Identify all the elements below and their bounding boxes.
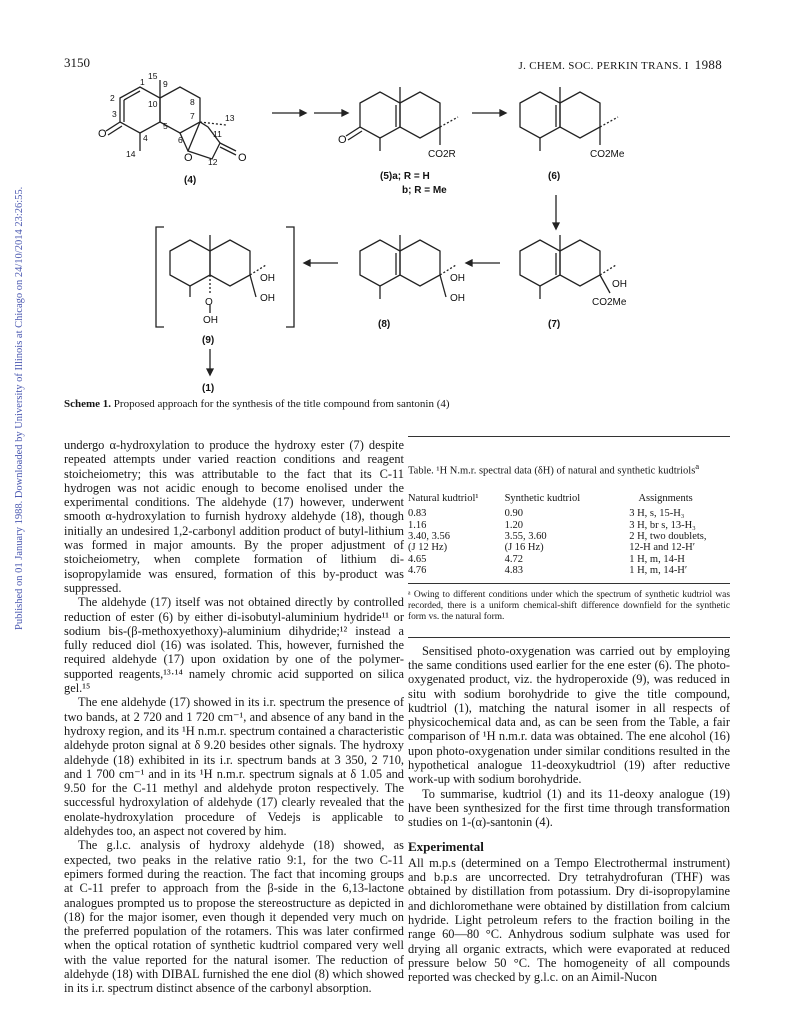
- table-cell: 1 H, m, 14-H: [629, 553, 685, 565]
- table-row: [408, 531, 730, 542]
- journal-name: J. CHEM. SOC. PERKIN TRANS. I: [518, 60, 689, 72]
- atom-label: 4: [143, 133, 148, 143]
- co2r-label: CO2R: [428, 149, 456, 160]
- compound-label: (4): [184, 175, 197, 186]
- compound-label: (6): [548, 171, 561, 182]
- paragraph: Sensitised photo-oxygenation was carried out by employing the same conditions used earlier for the ene ester (6). The photo-oxygenated product, viz. the hydroperoxide (9), was reduced in situ with sodium borohydride to give the title compound, kudtriol (1), matching the natural isomer in all respects of physicochemical data and, as can be seen from the Table, a fair comparison of ¹H n.m.r. data was obtained. The ene alcohol (16) upon photo-oxygenation under similar conditions resulted in the hypothetical analogue 11-deoxykudtriol (19) after reductive work-up with sodium borohydride.: [408, 643, 730, 787]
- reaction-scheme: [60, 65, 740, 395]
- table-cell: 4.76: [408, 565, 427, 577]
- scheme-caption: [64, 398, 450, 410]
- atom-label: 14: [126, 149, 136, 159]
- table-cell: 4.65: [408, 553, 427, 565]
- table-cell: (J 16 Hz): [504, 542, 544, 554]
- compound-label: b; R = Me: [402, 185, 447, 196]
- atom-label: 3: [112, 109, 117, 119]
- table-cell: 3 H, s, 15-H₃: [629, 508, 685, 520]
- table-row: [408, 542, 730, 553]
- paragraph: undergo α-hydroxylation to produce the hydroxy ester (7) despite repeated attempts under varied reaction conditions and reagent stoicheiometry; this was attributable to the fact that its C-11 hydrogen was not acidic enough to become enolised under the experimental conditions. The aldehyde (17) however, underwent smooth α-hydroxylation to furnish hydroxy aldehyde (18), though initially an undesired 1,2-carbonyl addition product of butyl-lithium was formed in major amounts. By the proper adjustment of stoicheiometry, when complete formation of lithium di-isopropylamide was ensured, formation of this by-product was suppressed.: [64, 438, 404, 595]
- table-cell: 1.16: [408, 519, 427, 531]
- table-header: Synthetic kudtriol: [504, 492, 581, 504]
- atom-label: O: [184, 152, 193, 164]
- page-number: 3150: [64, 55, 90, 70]
- table-end-rule: [408, 637, 730, 638]
- table-row: [408, 520, 730, 531]
- nmr-table: [408, 493, 730, 577]
- compound-7-structure: [520, 235, 616, 299]
- download-watermark-text[interactable]: Published on 01 January 1988. Downloaded by University of Illinois at Chicago on 24/10/2014 23:26:55.: [14, 186, 25, 630]
- journal-year: 1988: [694, 57, 722, 72]
- table-cell: (J 12 Hz): [408, 542, 448, 554]
- table-row: [408, 565, 730, 576]
- table-header: Assignments: [638, 492, 693, 504]
- table-title-text: Table. ¹H N.m.r. spectral data (δH) of natural and synthetic kudtriols: [408, 465, 696, 477]
- table-cell: 1 H, m, 14-H′: [629, 565, 688, 577]
- co2me-label: CO2Me: [592, 297, 627, 308]
- table-cell: 2 H, two doublets,: [629, 531, 707, 543]
- table-cell: 3.40, 3.56: [408, 531, 450, 543]
- compound-label: (9): [202, 335, 215, 346]
- oh-label: OH: [450, 273, 465, 284]
- compound-8-structure: [360, 235, 456, 299]
- compound-label: (7): [548, 319, 561, 330]
- atom-label: 1: [140, 77, 145, 87]
- table-header-row: [408, 493, 730, 504]
- paragraph: The g.l.c. analysis of hydroxy aldehyde (18) showed, as expected, two peaks in the relative ratio 9:1, for the two C-11 epimers formed during the reaction. The fact that incoming groups at C-11 prefer to approach from the β-side in the 6,13-lactone analogues prompted us to propose the stereostructure as depicted in (18) for the major isomer, even though it depended very much on the preferred population of the rotamers. This was later confirmed when the optical rotation of synthetic kudtriol compared very well with the value reported for the natural isomer. The reduction of aldehyde (18) with DIBAL furnished the ene diol (8) which showed in its i.r. spectrum distinct absence of the carbonyl absorption.: [64, 838, 404, 996]
- atom-label: 6: [178, 135, 183, 145]
- table-cell: 12-H and 12-H′: [629, 542, 696, 554]
- oh-label: OH: [450, 293, 465, 304]
- compound-6-structure: [520, 87, 618, 151]
- atom-label: O: [205, 297, 213, 308]
- paragraph: The ene aldehyde (17) showed in its i.r. spectrum the presence of two bands, at 2 720 and 1 720 cm⁻¹, and absence of any band in the hydroxy region, and its ¹H n.m.r. spectrum contained a characteristic aldehyde proton signal at δ 9.20 besides other signals. The hydroxy aldehyde (18) exhibited in its i.r. spectrum bands at 3 350, 2 710, and 1 700 cm⁻¹ and in its ¹H n.m.r. spectrum signals at δ 1.05 and 9.50 for the C-11 methyl and aldehyde proton respectively. The successful hydroxylation of aldehyde (17) clearly revealed that the enolate-hydroxylation procedure of Vedejs is applicable to aldehydes too, an aspect not covered by him.: [64, 695, 404, 839]
- oh-label: OH: [260, 273, 275, 284]
- scheme-caption-title: Scheme 1.: [64, 398, 112, 410]
- atom-label: 2: [110, 93, 115, 103]
- table-title: [408, 459, 730, 479]
- paragraph: The aldehyde (17) itself was not obtained directly by controlled reduction of ester (6) by either di-isobutyl-aluminium hydride¹¹ or sodium bis-(β-methoxyethoxy)-aluminium dihydride;¹² instead a fully reduced diol (16) was isolated. This, however, furnished the required aldehyde (17) upon oxidation by one of the polymer-supported reagents,¹³·¹⁴ namely chromic acid supported on silica gel.¹⁵: [64, 595, 404, 696]
- compound-4-structure: [106, 80, 236, 159]
- co2me-label: CO2Me: [590, 149, 625, 160]
- table-cell: 4.72: [504, 553, 523, 565]
- table-row: [408, 508, 730, 519]
- paragraph: To summarise, kudtriol (1) and its 11-deoxy analogue (19) have been synthesized for the first time through transformation studies on 1-(α)-santonin (4).: [408, 786, 730, 830]
- table-cell: 4.83: [504, 565, 523, 577]
- atom-label: 13: [225, 113, 235, 123]
- atom-label: 9: [163, 79, 168, 89]
- paragraph: All m.p.s (determined on a Tempo Electrothermal instrument) and b.p.s are uncorrected. Dry tetrahydrofuran (THF) was obtained by distillation from potassium. Dry di-isopropylamine and dichloromethane were obtained by distillation from calcium hydride. Light petroleum refers to the fraction boiling in the range 60—80 °C. Anhydrous sodium sulphate was used for drying all organic extracts, which were evaporated at reduced pressure below 50 °C. The homogeneity of all compounds reported was checked by g.l.c. on an Aimil-Nucon: [408, 855, 730, 985]
- table-cell: 3 H, br s, 13-H₃: [629, 519, 696, 531]
- table-bottom-rule: [408, 583, 730, 584]
- atom-label: 11: [213, 129, 222, 139]
- compound-label: (5)a; R = H: [380, 171, 430, 182]
- compound-5-structure: [346, 87, 458, 151]
- download-watermark: [14, 20, 30, 630]
- table-row: [408, 554, 730, 565]
- table-title-footnote-mark: a: [695, 461, 700, 471]
- table-cell: 0.83: [408, 508, 427, 520]
- right-column: [408, 436, 730, 984]
- table-footnote: ᵃ Owing to different conditions under which the spectrum of synthetic kudtriol was recorded, there is a uniform chemical-shift difference downfield for the synthetic form vs. the natural form.: [408, 589, 730, 622]
- table-cell: 1.20: [504, 519, 523, 531]
- section-heading: Experimental: [408, 838, 484, 854]
- atom-label: 8: [190, 97, 195, 107]
- table-top-rule: [408, 436, 730, 437]
- scheme-caption-text: Proposed approach for the synthesis of the title compound from santonin (4): [113, 398, 450, 410]
- atom-label: O: [98, 128, 107, 140]
- oh-label: OH: [612, 279, 627, 290]
- atom-label: 10: [148, 99, 158, 109]
- table-header: Natural kudtriol¹: [408, 492, 479, 504]
- atom-label: 15: [148, 71, 158, 81]
- atom-label: O: [338, 134, 347, 146]
- oh-label: OH: [203, 315, 218, 326]
- atom-label: 12: [208, 157, 218, 167]
- atom-label: 5: [163, 121, 168, 131]
- compound-label: (1): [202, 383, 215, 394]
- table-cell: 0.90: [504, 508, 523, 520]
- compound-label: (8): [378, 319, 391, 330]
- atom-label: O: [238, 152, 247, 164]
- oh-label: OH: [260, 293, 275, 304]
- table-cell: 3.55, 3.60: [504, 531, 547, 543]
- left-column: [64, 438, 404, 996]
- atom-label: 7: [190, 111, 195, 121]
